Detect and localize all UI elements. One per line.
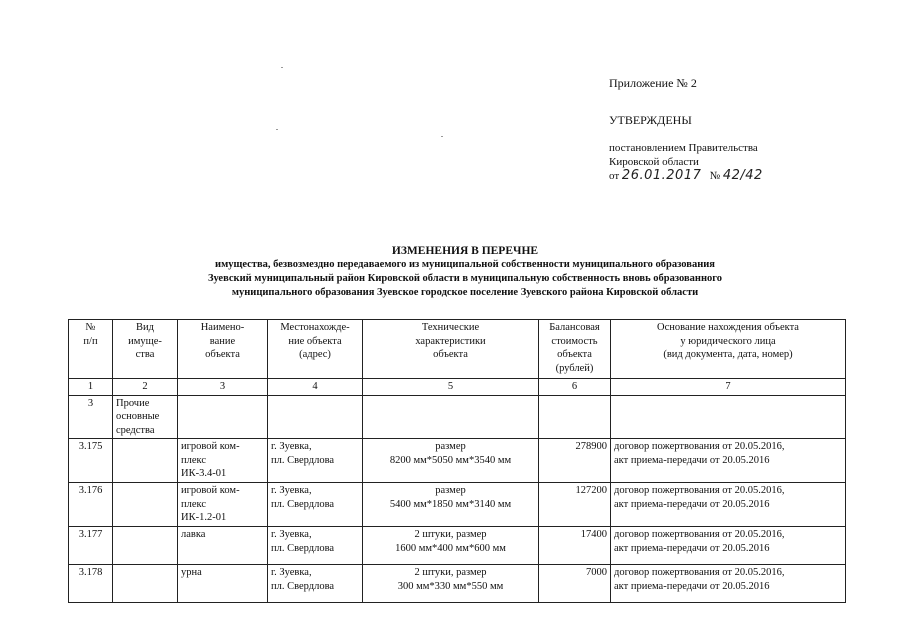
- scan-speck: [276, 129, 278, 130]
- section-number: 3: [69, 395, 113, 439]
- object-specs: размер 5400 мм*1850 мм*3140 мм: [363, 483, 539, 527]
- object-basis: договор пожертвования от 20.05.2016, акт приема-передачи от 20.05.2016: [611, 527, 846, 565]
- column-number: 5: [363, 379, 539, 396]
- table-row: [69, 483, 846, 527]
- number-prefix: №: [709, 170, 721, 182]
- column-header: Вид имуще- ства: [113, 320, 178, 379]
- object-specs: 2 штуки, размер 300 мм*330 мм*550 мм: [363, 565, 539, 603]
- handwritten-number: 42/42: [722, 168, 763, 183]
- section-row: [69, 395, 846, 439]
- object-name: урна: [178, 565, 268, 603]
- row-number: 3.176: [69, 483, 113, 527]
- object-basis: договор пожертвования от 20.05.2016, акт приема-передачи от 20.05.2016: [611, 483, 846, 527]
- appendix-label: Приложение № 2: [609, 76, 697, 90]
- object-cost: 278900: [539, 439, 611, 483]
- resolution-line-2: Кировской области: [609, 156, 699, 168]
- date-prefix: от: [609, 170, 620, 182]
- object-address: г. Зуевка, пл. Свердлова: [268, 483, 363, 527]
- object-cost: 17400: [539, 527, 611, 565]
- table-row: [69, 527, 846, 565]
- object-address: г. Зуевка, пл. Свердлова: [268, 439, 363, 483]
- column-header: Технические характеристики объекта: [363, 320, 539, 379]
- row-number: 3.175: [69, 439, 113, 483]
- column-number: 7: [611, 379, 846, 396]
- row-number: 3.178: [69, 565, 113, 603]
- title-line-3: муниципального образования Зуевское городское поселение Зуевского района Кировской области: [231, 287, 699, 298]
- column-number: 6: [539, 379, 611, 396]
- object-address: г. Зуевка, пл. Свердлова: [268, 527, 363, 565]
- column-number: 3: [178, 379, 268, 396]
- object-name: игровой ком- плекс ИК-3.4-01: [178, 439, 268, 483]
- resolution-block: [609, 141, 763, 183]
- title-line-1: имущества, безвозмездно передаваемого из муниципальной собственности муниципального образования: [215, 259, 715, 270]
- object-specs: размер 8200 мм*5050 мм*3540 мм: [363, 439, 539, 483]
- resolution-date-line: [609, 169, 763, 183]
- column-header: Наимено- вание объекта: [178, 320, 268, 379]
- document-title: [90, 244, 840, 300]
- title-line-2: Зуевский муниципальный район Кировской области в муниципальную собственность вновь образованного: [207, 273, 723, 284]
- column-header: № п/п: [69, 320, 113, 379]
- column-number: 1: [69, 379, 113, 396]
- scan-speck: [281, 67, 283, 68]
- column-header: Местонахожде- ние объекта (адрес): [268, 320, 363, 379]
- object-basis: договор пожертвования от 20.05.2016, акт приема-передачи от 20.05.2016: [611, 565, 846, 603]
- column-header: Основание нахождения объекта у юридического лица (вид документа, дата, номер): [611, 320, 846, 379]
- object-name: лавка: [178, 527, 268, 565]
- table-row: [69, 565, 846, 603]
- object-address: г. Зуевка, пл. Свердлова: [268, 565, 363, 603]
- column-header: Балансовая стоимость объекта (рублей): [539, 320, 611, 379]
- approved-label: УТВЕРЖДЕНЫ: [609, 113, 692, 127]
- object-cost: 127200: [539, 483, 611, 527]
- handwritten-date: 26.01.2017: [621, 168, 702, 183]
- object-cost: 7000: [539, 565, 611, 603]
- object-specs: 2 штуки, размер 1600 мм*400 мм*600 мм: [363, 527, 539, 565]
- column-number: 4: [268, 379, 363, 396]
- row-number: 3.177: [69, 527, 113, 565]
- property-table: [68, 319, 846, 603]
- object-name: игровой ком- плекс ИК-1.2-01: [178, 483, 268, 527]
- table-header-row: [69, 320, 846, 379]
- resolution-line-1: постановлением Правительства: [609, 142, 758, 154]
- title-main: ИЗМЕНЕНИЯ В ПЕРЕЧНЕ: [391, 245, 539, 257]
- section-type: Прочие основные средства: [113, 395, 178, 439]
- object-basis: договор пожертвования от 20.05.2016, акт приема-передачи от 20.05.2016: [611, 439, 846, 483]
- column-number-row: [69, 379, 846, 396]
- table-row: [69, 439, 846, 483]
- scan-speck: [441, 136, 443, 137]
- column-number: 2: [113, 379, 178, 396]
